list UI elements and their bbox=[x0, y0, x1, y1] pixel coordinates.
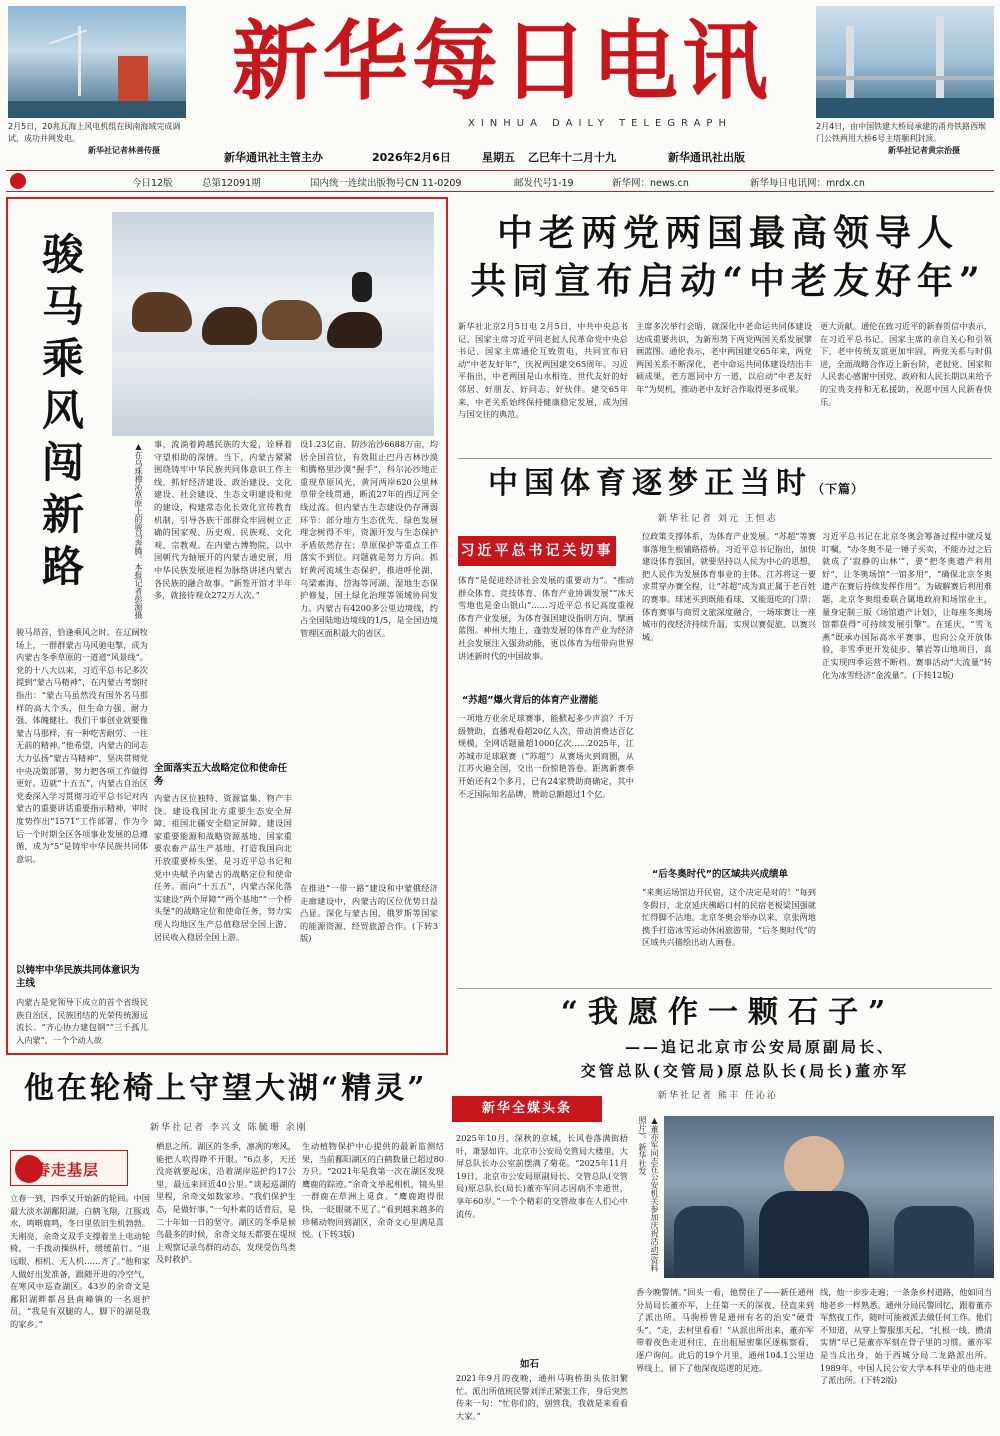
stone-title: “我愿作一颗石子” bbox=[560, 995, 896, 1030]
stone-col2: 香今晚警情。”回头一看，他愣住了——新任通州分局局长董亦军，上任第一天的深夜，径直来到了派出所。马驹桥曾是通州有名的治安“硬骨头”。“走，去村里看看！”从派出所出来，董亦军带着夜色走进村庄，在出租屋密集区逐栋察看，逐户询问。此后的19个月里，通州104.1公里边界线上，留下了他深夜巡逻的足迹。 bbox=[636, 1287, 814, 1373]
masthead-left-photo bbox=[8, 6, 186, 118]
headline1-line2: 共同宣布启动“中老友好年” bbox=[470, 260, 986, 302]
sports-col3: 习近平总书记在北京冬奥会筹备过程中就反复叮嘱，“办冬奥不是一锤子买卖，不能办过之后就成了‘寂静的山林’”，要“把冬奥遗产利用好”，让冬奥场馆“一馆多用”，“确保北京冬奥遗产在赛后持续发挥作用”。为破解赛后利用难题，北京冬奥组委联合属地政府和场馆业主，量身定制三版《场馆遗产计划》，让每座冬奥场馆都获得“可持续发展引擎”。在延庆，“雪飞燕”既承办国际高水平赛事，也向公众开放体验，非雪季更开发徒步、攀岩等山地项目，真正实现四季运营不断档。赛事活动“大流量”转化为冰雪经济“金流量”。(下转12版) bbox=[822, 531, 992, 680]
headline1-col3: 更大贡献。通伦在致习近平的新春贺信中表示，在习近平总书记、国家主席的亲自关心和引领下，老中传统友谊更加牢固，两党关系与时俱进，全面战略合作迈上新台阶，老挝党、国家和人民衷心感谢中国党、政府和人民长期以来给予的宝贵支持和无私援助，祝愿中国人民新春快乐。 bbox=[820, 321, 992, 407]
lead-col2-subhead: 全面落实五大战略定位和使命任务 bbox=[154, 763, 288, 787]
headline1-col1: 新华社北京2月5日电 2月5日，中共中央总书记、国家主席习近平同老挝人民革命党中央总书记、国家主席通伦互致贺电，共同宣布启动“中老友好年”，庆祝两国建交65周年。习近平指出，中老两国是山水相连、世代友好的好邻居、好朋友、好同志、好伙伴。建交65年来，中老关系始终保持健康稳定发展，成为国与国交往的典范。 bbox=[458, 321, 628, 420]
lead-vertical-title: 骏马乘风闯新路 bbox=[36, 232, 85, 596]
lead-col2-tail: 内蒙古区位独特、资源富集、物产丰饶。建设我国北方重要生态安全屏障、祖国北疆安全稳定屏障、建设国家重要能源和战略资源基地、国家重要农畜产品生产基地、打造我国向北开放重要桥头堡，是习近平总书记和党中央赋予内蒙古的战略定位和使命任务。面向“十五五”，内蒙古深化落实建设“两个屏障”“两个基地”“一个桥头堡”的战略定位和使命任务，努力实现人均地区生产总值稳居全国上游、居民收入稳居全国上游。 bbox=[154, 793, 292, 942]
new-spring-badge-label: 新春走基层 bbox=[19, 1161, 100, 1179]
stone-banner: 新华全媒头条 bbox=[452, 1096, 602, 1122]
lead-col1-subhead: 以铸牢中华民族共同体意识为主线 bbox=[16, 965, 140, 989]
publisher-right: 新华通讯社出版 bbox=[668, 151, 745, 164]
sports-col2-tail: “来奥运场馆边开民宿，这个决定是对的！”每到冬假日，北京延庆佛峪口村的民宿老板梁国强就忙得脚不沾地。北京冬奥会举办以来，京张两地携手打造冰雪运动休闲旅游带，“后冬奥时代”的区域共兴描绘出动人画卷。 bbox=[642, 887, 816, 948]
infobar-mail: 邮发代号1-19 bbox=[514, 178, 574, 189]
issue-date: 2026年2月6日 bbox=[372, 151, 451, 164]
wheelchair-col2: 栖息之所。湖区的冬季，凛冽的寒风，能把人吹得睁不开眼。“6点多，天还没亮就要起床，沿着湖岸巡护约17公里，最远来回近40公里。”谈起巡湖的里程，余奇文如数家珍。“我们保护生态，是做好事。”一句朴素的话背后，是二十年如一日的坚守。湖区的冬季是候鸟最多的时候，余奇文每天都要在堤坝上观察记录鸟群的动态，发现受伤鸟类及时救护。 bbox=[156, 1141, 296, 1265]
masthead-title: 新华每日电讯 bbox=[232, 11, 772, 112]
stone-col1-tail: 2021年9月的夜晚，通州马驹桥街头依旧繁忙。派出所值班民警刘洋正紧张工作，身后突然传来一句：“忙你们的，别管我，我就是来看看大家。” bbox=[456, 1373, 628, 1421]
infobar-pages: 今日12版 bbox=[132, 178, 173, 189]
lead-col3-tail: 在推进“一带一路”建设和中蒙俄经济走廊建设中，内蒙古的区位优势日益凸显。深化与蒙古国、俄罗斯等国家的能源资源、经贸旅游合作。(下转3版) bbox=[300, 883, 438, 944]
infobar-issue: 总第12091期 bbox=[202, 178, 261, 189]
xinhua-logo-icon bbox=[10, 173, 26, 189]
sports-banner: 习近平总书记关切事 bbox=[458, 536, 616, 566]
sports-title-text: 中国体育逐梦正当时 bbox=[488, 466, 812, 501]
masthead-right-credit: 新华社记者黄宗治摄 bbox=[888, 146, 960, 155]
wheelchair-col1: 立春一到，四季又开始新的轮回。中国最大淡水湖鄱阳湖，白鹤飞翔，江豚戏水，鸣啭鹿鸣，冬日里依旧生机勃勃。天刚亮，余奇文双手支撑着坐上电动轮椅，一手拨动操纵杆，缓缓前行。“退远眼、相机、无人机……齐了。”他和家人做好出发准备，跟随开进的冷空气，在寒风中巡查湖区。43岁的余奇文是鄱阳湖畔都昌县南峰镇的一名退护员，“我是有双腿的人，脚下的湖是我的家乡。” bbox=[10, 1193, 150, 1329]
stone-byline: 新华社记者 熊丰 任沁沁 bbox=[658, 1091, 778, 1101]
lunar-date: 乙巳年十二月十九 bbox=[528, 151, 616, 164]
infobar-web: 新华网：news.cn bbox=[612, 178, 689, 189]
stone-sub1: ——追记北京市公安局原副局长、 bbox=[624, 1038, 895, 1056]
stone-col1-subhead: 如石 bbox=[520, 1359, 540, 1370]
weekday: 星期五 bbox=[482, 151, 515, 164]
masthead-left-caption: 2月5日，20兆瓦海上风电机组在闽南海域完成调试，成功并网发电。 bbox=[8, 122, 181, 143]
publisher-left: 新华通讯社主管主办 bbox=[224, 151, 323, 164]
new-spring-badge bbox=[10, 1150, 128, 1186]
masthead-subtitle: XINHUA DAILY TELEGRAPH bbox=[468, 118, 732, 129]
lead-col3: 设1.23亿亩、防沙治沙6688万亩，均居全国首位，有效阻止巴丹吉林沙漠和腾格里沙漠“握手”，科尔沁沙地正重现草原风光，黄河两岸620公里林草带全线贯通，断流27年的西辽河全线过流。但内蒙古生态建设仍存薄弱环节：部分地方生态优先、绿色发展理念树得不牢，资源开发与生态保护矛盾依然存在；草原保护等重点工作落实不到位。问题就是努力方向。抓好黄河流域生态保护，推进呼伦湖、乌梁素海、岱海等河湖、湿地生态保护修复，国土绿化治理等领域协同发力。内蒙古有4200多公里边境线，约占全国陆地边境线的1/5，是全国边境管理区面积最大的省区。 bbox=[300, 439, 438, 638]
wheelchair-col3: 生动植物保护中心提供的最新监测结果，当前鄱阳湖区的白鹤数量已超过80万只。“2021年是我第一次在湖区发现鹰鹿的踪迹。”余奇文举起相机，镜头里一群鹿在草洲上觅食。“鹰鹿跑得很快，一眨眼就不见了。”看到越来越多的珍稀动物回到湖区，余奇文心里满是喜悦。(下转3版) bbox=[302, 1141, 444, 1240]
infobar-cn: 国内统一连续出版物号CN 11-0209 bbox=[310, 178, 462, 189]
stone-col1: 2025年10月，深秋的京城，长风卷落满街梧叶，萧瑟如许。北京市公安局交管局大楼里，大屏总队长办公室前摆满了菊花。“2025年11月19日，北京市公安局原副局长、交管总队(交管局)原总队长(局长)董亦军同志因病不幸逝世，享年60岁。”一个个精彩的交管故事在人们心中流传。 bbox=[456, 1133, 628, 1219]
masthead-left-credit: 新华社记者林善传摄 bbox=[88, 146, 160, 155]
divider bbox=[458, 988, 992, 989]
stone-photo-caption: ▲董亦军同志在公安机关参加庆祝活动(资料照片)。新华社发 bbox=[638, 1116, 659, 1273]
sports-col2-subhead: “后冬奥时代”的区域共兴成绩单 bbox=[652, 869, 788, 880]
sports-title-suffix: （下篇） bbox=[812, 482, 865, 496]
lead-photo-caption: ▲在乌珠穆沁草原上的骏马奔腾。本报记者彭源摄 bbox=[134, 442, 143, 619]
sports-col1-subhead: “苏超”爆火背后的体育产业潜能 bbox=[462, 695, 598, 706]
info-bar bbox=[6, 170, 994, 192]
lead-col1-tail: 内蒙古是党领导下成立的首个省级民族自治区，民族团结的光荣传统源远流长。“齐心协力建包钢”“三千孤儿入内蒙”，一个个动人故 bbox=[16, 997, 148, 1045]
headline1-line1: 中老两党两国最高领导人 bbox=[496, 212, 959, 254]
wheelchair-byline: 新华社记者 李兴文 陈毓珊 余刚 bbox=[150, 1123, 308, 1133]
headline1-col2: 主席多次举行会晤，就深化中老命运共同体建设达成重要共识，为新形势下两党两国关系发展擘画蓝图。通伦表示，老中两国建交65年来，两党两国关系不断深化，老中命运共同体建设结出丰硕成果，老方愿同中方一道，以启动“中老友好年”为契机，推动老中友好合作取得更多成果。 bbox=[636, 321, 812, 394]
sports-col1: 体育“是促进经济社会发展的重要动力”。“推动群众体育、竞技体育、体育产业协调发展”“冰天雪地也是金山银山”……习近平总书记高度重视体育产业发展，为体育强国建设指明方向、擘画蓝图。神州大地上，蓬勃发展的体育产业为经济社会发展注入强劲动能，更以体育为纽带向世界讲述新时代的中国故事。 bbox=[458, 575, 634, 661]
stone-photo bbox=[664, 1116, 994, 1278]
stone-sub2: 交管总队(交管局)原总队长(局长)董亦军 bbox=[580, 1062, 910, 1080]
lead-col2: 事，流淌着跨越民族的大爱，诠释着守望相助的深情。当下，内蒙古紧紧围绕铸牢中华民族共同体意识工作主线，抓好经济建设、政治建设、文化建设、社会建设、生态文明建设和党的建设，构建常态化长效化宣传教育机制，引导各族干部群众牢固树立正确的国家观、历史观、民族观、文化观、宗教观。在内蒙古博物院，以中国朝代为轴展开的内蒙古通史展，用中华民族发展进程为脉络讲述内蒙古各民族的融合故事。“新签开馆才半年多，就接待观众272万人次。” bbox=[154, 439, 292, 601]
divider bbox=[458, 458, 992, 459]
masthead-right-photo bbox=[816, 6, 994, 118]
wheelchair-title: 他在轮椅上守望大湖“精灵” bbox=[24, 1071, 428, 1106]
stone-col3: 线，他一步步走遍；一条条乡村道路，他如同当地老乡一样熟悉。通州分局民警回忆，跟着董亦军熬夜工作，随时可能被派去做任何工作。他们不知道，从穿上警服那天起，“扎根一线、攒清实情”早已是董亦军刻在骨子里的习惯。董亦军是当兵出身，始于西城分局二龙路派出所。1989年，中国人民公安大学本科毕业的他走进了派出所。(下转2版) bbox=[820, 1287, 992, 1386]
sports-col1-tail: 一项地方业余足球赛事，能掀起多少声浪？千万级赞助，直播观看超20亿人次，带动消费达百亿规模，全网话题量超1000亿次……2025年，江苏城市足球联赛（“苏超”）从赛场火到商圈，从江苏火遍全国，交出一份惊艳答卷。距离新赛季开始还有2个多月，已有24家赞助商确定，其中不乏国际知名品牌，赞助总额超过1个亿。 bbox=[458, 713, 634, 799]
sports-title bbox=[488, 462, 948, 511]
lead-col1-text: 骏马昂首，恰逢乘风之时。在辽阔牧场上，一群群蒙古马风驰电掣，成为内蒙古冬季草原的一道道“风景线”。党的十八大以来，习近平总书记多次提到“蒙古马精神”，在内蒙古考察时指出：“蒙古马虽然没有国外名马那样的高大个头，但生命力强、耐力强、体魄健壮。我们干事创业就要像蒙古马那样，有一种吃苦耐劳、一往无前的精神。”他希望，内蒙古的同志大力弘扬“蒙古马精神”，坚决贯彻党中央决策部署，努力把各项工作做得更好。迈就“十五五”，内蒙古自治区党委深入学习贯彻习近平总书记对内蒙古的重要讲话重要指示精神，审时度势作出“1571”工作部署，作为今后一个时期全区各项事业发展的总遵循，成为“5”是铸牢中华民族共同体意识。 bbox=[16, 627, 148, 864]
lead-col1 bbox=[16, 626, 148, 896]
lead-photo bbox=[112, 212, 434, 436]
sports-col2: 位政策支撑体系，为体育产业发展。“苏超”等赛事落地生根铺路搭桥。习近平总书记指出，加快建设体育强国，就要坚持以人民为中心的思想，把人民作为发展体育事业的主体。江苏将这一要求贯穿办赛全程，让“苏超”成为真正属于老百姓的赛事。球迷买到既能看球、又能逛吃的门票；体育赛事与商贸文旅深度融合，一场球赛让一座城市的夜经济持续升温，实现以赛促旅、以赛兴城。 bbox=[642, 531, 816, 642]
sports-byline: 新华社记者 刘元 王恒志 bbox=[658, 514, 778, 524]
masthead-right-caption: 2月4日，由中国铁建大桥局承建的甬舟铁路西堠门公铁两用大桥6号主塔顺利封顶。 bbox=[816, 122, 987, 143]
infobar-site: 新华每日电讯网：mrdx.cn bbox=[750, 178, 865, 189]
